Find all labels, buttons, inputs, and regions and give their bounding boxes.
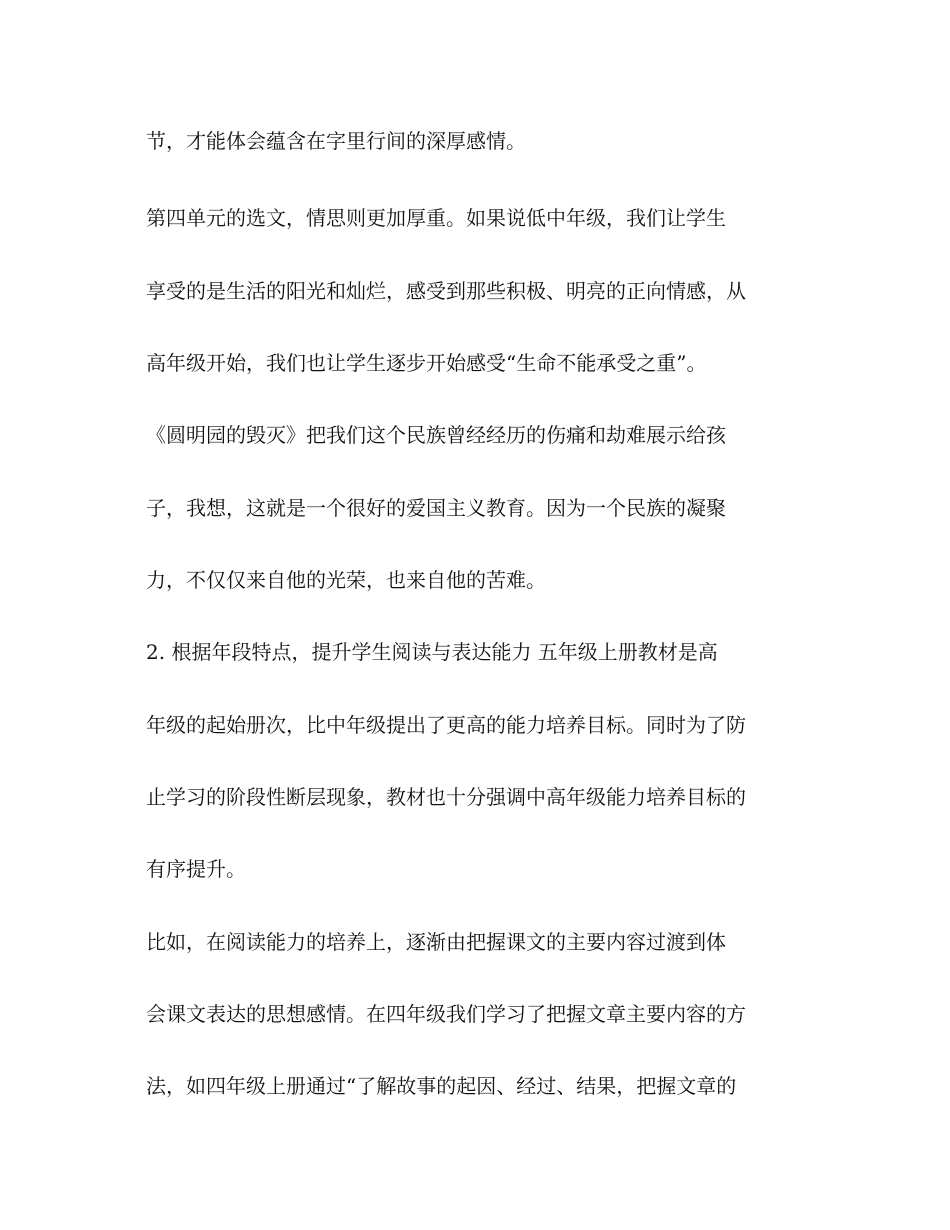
text-line: 力，不仅仅来自他的光荣，也来自他的苦难。 bbox=[146, 568, 546, 592]
text-line: 高年级开始，我们也让学生逐步开始感受“生命不能承受之重”。 bbox=[146, 351, 707, 375]
text-line: 第四单元的选文，情思则更加厚重。如果说低中年级，我们让学生 bbox=[146, 206, 726, 230]
text-line: 子，我想，这就是一个很好的爱国主义教育。因为一个民族的凝聚 bbox=[146, 496, 726, 520]
text-line: 有序提升。 bbox=[146, 857, 246, 881]
text-line: 止学习的阶段性断层现象，教材也十分强调中高年级能力培养目标的 bbox=[146, 785, 746, 809]
text-line: 《圆明园的毁灭》把我们这个民族曾经经历的伤痛和劫难展示给孩 bbox=[146, 423, 726, 447]
text-line: 2. 根据年段特点，提升学生阅读与表达能力 五年级上册教材是高 bbox=[146, 640, 718, 664]
text-line: 年级的起始册次，比中年级提出了更高的能力培养目标。同时为了防 bbox=[146, 713, 746, 737]
text-line: 会课文表达的思想感情。在四年级我们学习了把握文章主要内容的方 bbox=[146, 1002, 746, 1026]
text-line: 比如，在阅读能力的培养上，逐渐由把握课文的主要内容过渡到体 bbox=[146, 930, 726, 954]
text-line: 节，才能体会蕴含在字里行间的深厚感情。 bbox=[146, 129, 526, 153]
text-line: 法，如四年级上册通过“了解故事的起因、经过、结果，把握文章的 bbox=[146, 1074, 737, 1098]
text-line: 享受的是生活的阳光和灿烂，感受到那些积极、明亮的正向情感，从 bbox=[146, 279, 746, 303]
